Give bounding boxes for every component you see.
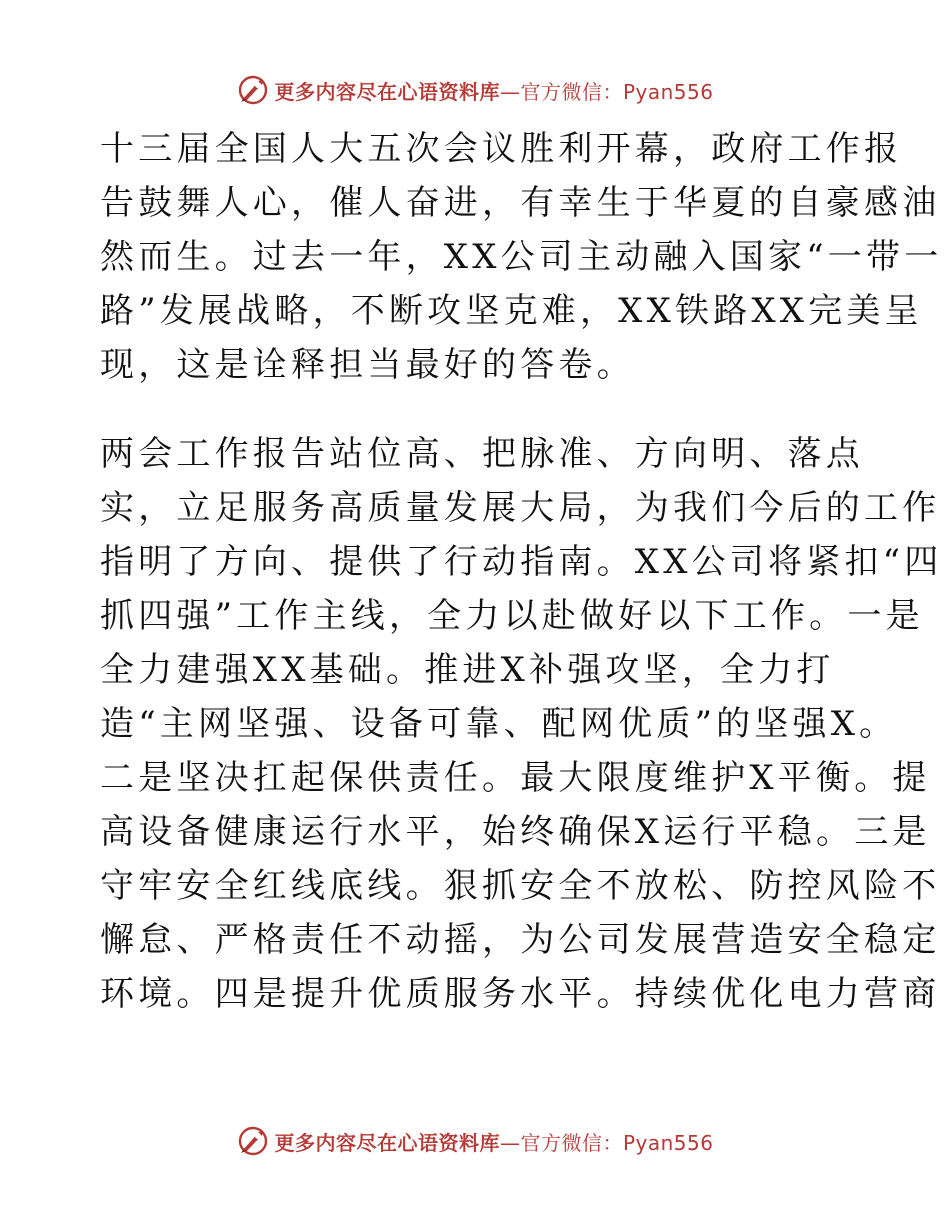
text-line: 实，立足服务高质量发展大局，为我们今后的工作 [100,488,941,528]
text-line: 现，这是诠释担当最好的答卷。 [100,345,635,385]
paragraph [100,427,943,1021]
text-line: 十三届全国人大五次会议胜利开幕，政府工作报 [100,129,903,169]
footer-separator: — [499,1130,521,1155]
quill-pen-circle-icon [236,73,270,107]
header-separator: — [499,79,521,104]
text-line: 环境。四是提升优质服务水平。持续优化电力营商 [100,974,941,1014]
quill-pen-circle-icon [236,1124,270,1158]
footer-banner [0,1121,950,1161]
text-line: 高设备健康运行水平，始终确保X运行平稳。三是 [100,812,931,852]
footer-text [274,1127,713,1156]
paragraph [100,122,943,392]
footer-wechat: 官方微信：Pyan556 [520,1130,714,1155]
header-lead: 更多内容尽在心语资料库 [274,79,500,104]
text-line: 然而生。过去一年，XX公司主动融入国家“一带一 [100,237,943,277]
header-banner [0,70,950,110]
text-line: 告鼓舞人心，催人奋进，有幸生于华夏的自豪感油 [100,183,941,223]
footer-lead: 更多内容尽在心语资料库 [274,1130,500,1155]
text-line: 两会工作报告站位高、把脉准、方向明、落点 [100,434,864,474]
text-line: 路”发展战略，不断攻坚克难，XX铁路XX完美呈 [100,291,923,331]
text-line: 抓四强”工作主线，全力以赴做好以下工作。一是 [100,596,924,636]
text-line: 懈怠、严格责任不动摇，为公司发展营造安全稳定 [100,920,941,960]
header-text [274,76,713,105]
text-line: 二是坚决扛起保供责任。最大限度维护X平衡。提 [100,758,931,798]
text-line: 全力建强XX基础。推进X补强攻坚，全力打 [100,650,835,690]
header-wechat: 官方微信：Pyan556 [520,79,714,104]
text-line: 指明了方向、提供了行动指南。XX公司将紧扣“四 [100,542,943,582]
text-line: 守牢安全红线底线。狠抓安全不放松、防控风险不 [100,866,941,906]
document-body [100,122,943,1021]
text-line: 造“主网坚强、设备可靠、配网优质”的坚强X。 [100,704,898,744]
